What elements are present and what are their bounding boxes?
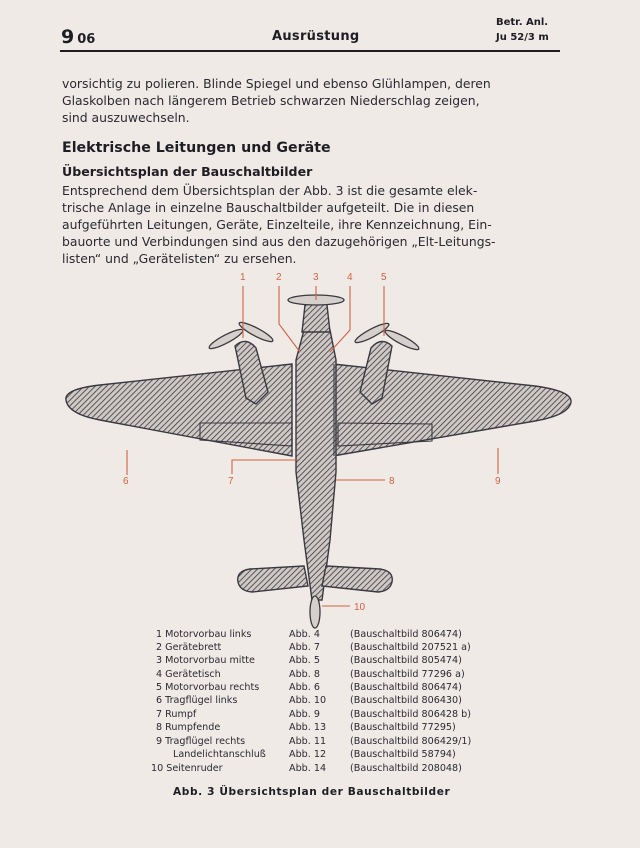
- legend-label: 5 Motorvorbau rechts: [156, 682, 260, 693]
- legend-label: 6 Tragflügel links: [156, 695, 238, 706]
- legend-reference: (Bauschaltbild 58794): [350, 749, 456, 760]
- section-title: Ausrüstung: [272, 29, 360, 44]
- legend-label: 4 Gerätetisch: [156, 669, 221, 680]
- legend-reference: (Bauschaltbild 806474): [350, 629, 462, 640]
- body-line: bauorte und Verbindungen sind aus den dazugehörigen „Elt-Leitungs-: [62, 234, 496, 249]
- callout-10: 10: [354, 602, 366, 613]
- legend-reference: (Bauschaltbild 806428 b): [350, 709, 472, 720]
- legend-figure: Abb. 14: [289, 763, 327, 774]
- legend-figure: Abb. 7: [289, 642, 320, 653]
- legend-reference: (Bauschaltbild 806474): [350, 682, 462, 693]
- legend-label: 7 Rumpf: [156, 709, 197, 720]
- legend-reference: (Bauschaltbild 207521 a): [350, 642, 471, 653]
- intro-line: sind auszuwechseln.: [62, 110, 190, 125]
- legend-figure: Abb. 9: [289, 709, 320, 720]
- callout-4: 4: [347, 272, 353, 283]
- callout-6: 6: [123, 476, 129, 487]
- legend-reference: (Bauschaltbild 77295): [350, 722, 456, 733]
- legend-label: 2 Gerätebrett: [156, 642, 222, 653]
- legend-figure: Abb. 11: [289, 736, 327, 747]
- legend-label: 3 Motorvorbau mitte: [156, 655, 255, 666]
- page-number-suffix: 06: [77, 32, 96, 47]
- body-line: aufgeführten Leitungen, Geräte, Einzelteile, ihre Kennzeichnung, Ein-: [62, 217, 492, 232]
- body-line: Entsprechend dem Übersichtsplan der Abb. 3 ist die gesamte elek-: [62, 183, 478, 198]
- legend-reference: (Bauschaltbild 805474): [350, 655, 462, 666]
- callout-5: 5: [381, 272, 387, 283]
- body-line: trische Anlage in einzelne Bauschaltbilder aufgeteilt. Die in diesen: [62, 200, 475, 215]
- intro-line: Glaskolben nach längerem Betrieb schwarzen Niederschlag zeigen,: [62, 93, 480, 108]
- reference-line-1: Betr. Anl.: [496, 17, 549, 28]
- figure-caption: Abb. 3 Übersichtsplan der Bauschaltbilder: [173, 786, 451, 798]
- legend-label: 8 Rumpfende: [156, 722, 221, 733]
- page-number-main: 9: [61, 26, 75, 48]
- legend-figure: Abb. 13: [289, 722, 327, 733]
- legend-reference: (Bauschaltbild 77296 a): [350, 669, 465, 680]
- leader-7: [232, 460, 298, 474]
- body-line: listen“ und „Gerätelisten“ zu ersehen.: [62, 251, 297, 266]
- legend-label: 10 Seitenruder: [151, 763, 223, 774]
- callout-1: 1: [240, 272, 246, 283]
- legend-label: 9 Tragflügel rechts: [156, 736, 246, 747]
- section-subheading: Übersichtsplan der Bauschaltbilder: [62, 164, 313, 179]
- tail-rudder: [310, 596, 320, 628]
- legend-figure: Abb. 12: [289, 749, 327, 760]
- left-stabilizer: [238, 566, 308, 592]
- legend-figure: Abb. 10: [289, 695, 327, 706]
- callout-7: 7: [228, 476, 234, 487]
- callout-9: 9: [495, 476, 501, 487]
- legend-figure: Abb. 6: [289, 682, 320, 693]
- legend-reference: (Bauschaltbild 806430): [350, 695, 462, 706]
- callout-2: 2: [276, 272, 282, 283]
- fuselage: [296, 330, 336, 600]
- section-heading: Elektrische Leitungen und Geräte: [62, 140, 331, 156]
- legend-label: 1 Motorvorbau links: [156, 629, 252, 640]
- legend-figure: Abb. 5: [289, 655, 320, 666]
- legend-reference: (Bauschaltbild 208048): [350, 763, 462, 774]
- right-stabilizer: [322, 566, 392, 592]
- reference-line-2: Ju 52/3 m: [496, 32, 549, 43]
- legend-label: Landelichtanschluß: [173, 749, 266, 760]
- legend-figure: Abb. 8: [289, 669, 320, 680]
- callout-8: 8: [389, 476, 395, 487]
- legend-figure: Abb. 4: [289, 629, 320, 640]
- intro-line: vorsichtig zu polieren. Blinde Spiegel und ebenso Glühlampen, deren: [62, 76, 491, 91]
- legend-reference: (Bauschaltbild 806429/1): [350, 736, 472, 747]
- callout-3: 3: [313, 272, 319, 283]
